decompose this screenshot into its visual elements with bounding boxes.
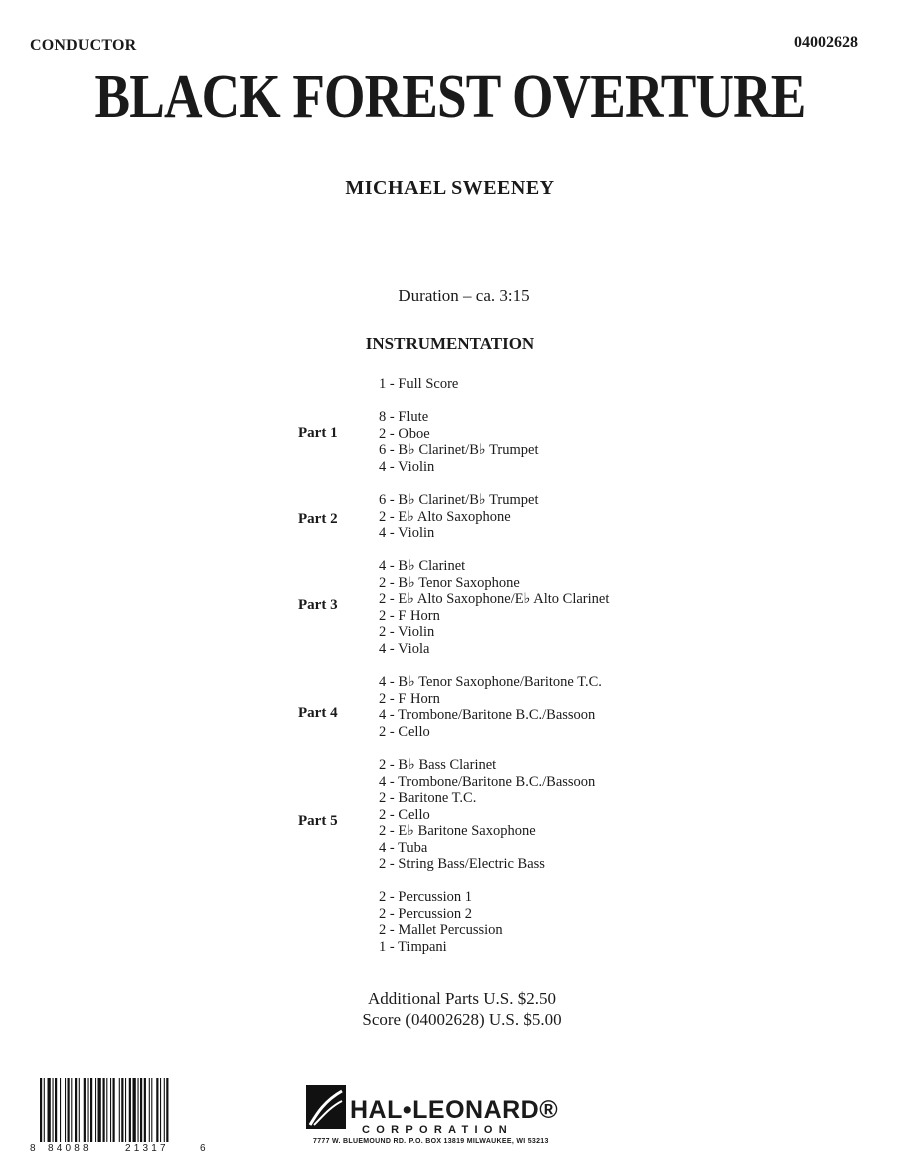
list-item: 4 - Trombone/Baritone B.C./Bassoon (379, 707, 596, 723)
barcode-digits-right: 21317 (125, 1143, 169, 1154)
barcode-digit-first: 8 (30, 1143, 36, 1154)
list-item: 2 - E♭ Alto Saxophone (379, 509, 511, 525)
list-item: 2 - Oboe (379, 426, 430, 442)
score-price: Score (04002628) U.S. $5.00 (362, 1010, 562, 1029)
conductor-label: CONDUCTOR (30, 37, 137, 54)
list-item: 2 - F Horn (379, 691, 440, 707)
list-item: 4 - Violin (379, 459, 435, 475)
barcode-digits-left: 84088 (48, 1143, 92, 1154)
part-4-label: Part 4 (298, 705, 338, 721)
list-item: 2 - E♭ Alto Saxophone/E♭ Alto Clarinet (379, 591, 610, 607)
list-item: 2 - B♭ Bass Clarinet (379, 757, 497, 773)
part-3-label: Part 3 (298, 597, 338, 613)
publisher-name: HAL•LEONARD® (350, 1096, 559, 1124)
list-item: 2 - B♭ Tenor Saxophone (379, 575, 520, 591)
part-1-label: Part 1 (298, 425, 338, 441)
list-item: 1 - Timpani (379, 939, 447, 955)
list-item: 2 - Cello (379, 724, 430, 740)
instrumentation-heading: INSTRUMENTATION (365, 334, 535, 353)
list-item: 2 - F Horn (379, 608, 440, 624)
list-item: 2 - Percussion 1 (379, 889, 473, 905)
list-item: 2 - E♭ Baritone Saxophone (379, 823, 536, 839)
list-item: 2 - Mallet Percussion (379, 922, 503, 938)
list-item: 2 - Cello (379, 807, 430, 823)
list-item: 4 - Tuba (379, 840, 428, 856)
list-item: 4 - Violin (379, 525, 435, 541)
list-item: 4 - B♭ Clarinet (379, 558, 466, 574)
list-item: 6 - B♭ Clarinet/B♭ Trumpet (379, 492, 539, 508)
publisher-address: 7777 W. BLUEMOUND RD. P.O. BOX 13819 MILWAUKEE, WI 53213 (313, 1138, 549, 1145)
publisher-subtitle: CORPORATION (362, 1124, 513, 1136)
list-item: 8 - Flute (379, 409, 429, 425)
list-item: 4 - Viola (379, 641, 430, 657)
list-item: 2 - Percussion 2 (379, 906, 473, 922)
duration-text: Duration – ca. 3:15 (398, 286, 530, 305)
hal-leonard-logo-icon (306, 1085, 346, 1129)
catalog-number: 04002628 (794, 34, 858, 51)
part-5-label: Part 5 (298, 813, 338, 829)
additional-parts-price: Additional Parts U.S. $2.50 (368, 989, 556, 1008)
list-item: 2 - Violin (379, 624, 435, 640)
page-title: BLACK FOREST OVERTURE (94, 63, 806, 131)
full-score-line: 1 - Full Score (379, 376, 459, 392)
list-item: 2 - Baritone T.C. (379, 790, 477, 806)
barcode-icon (30, 1078, 206, 1150)
prices-block (0, 988, 900, 1030)
list-item: 4 - Trombone/Baritone B.C./Bassoon (379, 774, 596, 790)
composer-name: MICHAEL SWEENEY (345, 177, 555, 199)
list-item: 4 - B♭ Tenor Saxophone/Baritone T.C. (379, 674, 602, 690)
list-item: 6 - B♭ Clarinet/B♭ Trumpet (379, 442, 539, 458)
part-2-label: Part 2 (298, 511, 338, 527)
barcode-digit-last: 6 (200, 1143, 206, 1154)
list-item: 2 - String Bass/Electric Bass (379, 856, 545, 872)
